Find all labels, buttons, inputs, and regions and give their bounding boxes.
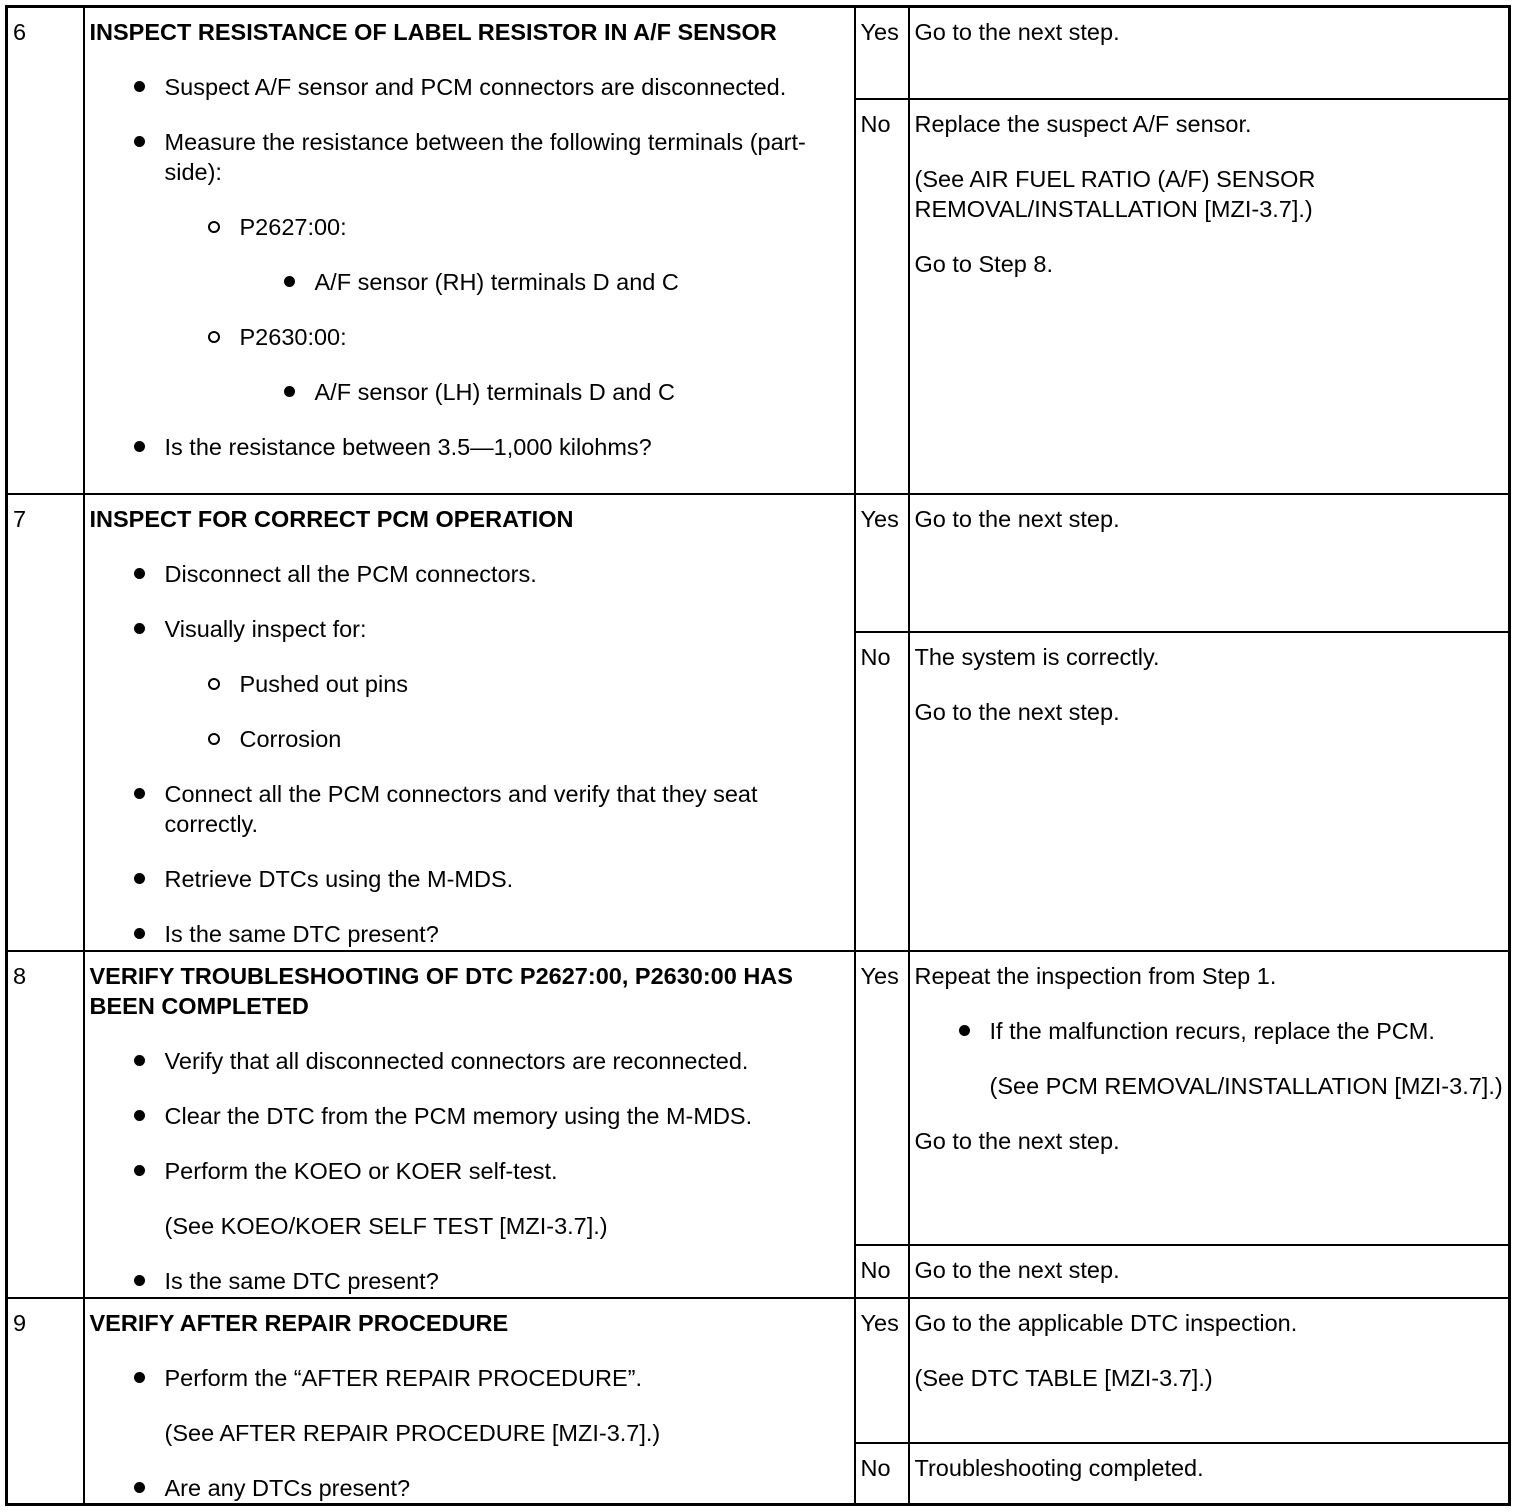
list-item: Clear the DTC from the PCM memory using the M-MDS. — [90, 1101, 849, 1131]
hollow-bullet-icon — [208, 733, 220, 745]
step-title: VERIFY TROUBLESHOOTING OF DTC P2627:00, P2630:00 HAS BEEN COMPLETED — [89, 962, 793, 1019]
no-result: Troubleshooting completed. — [909, 1443, 1510, 1505]
step-number: 6 — [7, 7, 84, 494]
bullet-icon — [134, 136, 145, 147]
bullet-icon — [134, 1372, 145, 1383]
list-item: A/F sensor (RH) terminals D and C — [90, 267, 849, 297]
bullet-icon — [134, 623, 145, 634]
list-item: Connect all the PCM connectors and verify that they seat correctly. — [90, 779, 849, 839]
yes-label: Yes — [855, 951, 909, 1245]
yes-result: Go to the next step. — [909, 7, 1510, 99]
bullet-icon — [134, 928, 145, 939]
no-label: No — [855, 99, 909, 494]
note: (See KOEO/KOER SELF TEST [MZI-3.7].) — [164, 1212, 608, 1239]
note: (See AFTER REPAIR PROCEDURE [MZI-3.7].) — [164, 1419, 661, 1446]
bullet-icon — [134, 81, 145, 92]
no-label: No — [855, 1443, 909, 1505]
step-action — [84, 7, 855, 494]
list-item: Retrieve DTCs using the M-MDS. — [90, 864, 849, 894]
bullet-icon — [134, 873, 145, 884]
bullet-icon — [134, 1110, 145, 1121]
list-item: Is the resistance between 3.5—1,000 kilohms? — [90, 432, 849, 462]
step-title: INSPECT RESISTANCE OF LABEL RESISTOR IN A/F SENSOR — [89, 19, 777, 45]
step-number: 8 — [7, 951, 84, 1298]
yes-label: Yes — [855, 7, 909, 99]
yes-result: Go to the applicable DTC inspection. (See DTC TABLE [MZI-3.7].) — [909, 1298, 1510, 1443]
step-action — [84, 1298, 855, 1505]
no-result: The system is correctly. Go to the next step. — [909, 632, 1510, 951]
list-item: Measure the resistance between the following terminals (part-side): — [90, 127, 849, 187]
list-item: Visually inspect for: — [90, 614, 849, 644]
bullet-icon — [134, 1482, 145, 1493]
step-row — [7, 7, 1510, 99]
troubleshooting-table — [5, 5, 1511, 1506]
no-label: No — [855, 1245, 909, 1298]
list-item: Disconnect all the PCM connectors. — [90, 559, 849, 589]
hollow-bullet-icon — [208, 678, 220, 690]
list-item: If the malfunction recurs, replace the PCM. — [915, 1016, 1504, 1046]
yes-label: Yes — [855, 1298, 909, 1443]
step-number: 7 — [7, 494, 84, 951]
list-item: Perform the KOEO or KOER self-test. — [90, 1156, 849, 1186]
bullet-icon — [134, 1165, 145, 1176]
step-title: VERIFY AFTER REPAIR PROCEDURE — [89, 1309, 509, 1336]
bullet-icon — [134, 441, 145, 452]
bullet-icon — [959, 1025, 970, 1036]
bullet-icon — [284, 386, 295, 397]
yes-label: Yes — [855, 494, 909, 632]
list-item: Pushed out pins — [90, 669, 849, 699]
step-title: INSPECT FOR CORRECT PCM OPERATION — [89, 505, 574, 532]
list-item: Are any DTCs present? — [90, 1473, 849, 1503]
no-label: No — [855, 632, 909, 951]
list-item: Verify that all disconnected connectors are reconnected. — [90, 1046, 849, 1076]
step-row — [7, 494, 1510, 632]
bullet-icon — [134, 788, 145, 799]
step-action — [84, 494, 855, 951]
list-item: P2627:00: — [90, 212, 849, 242]
step-row — [7, 951, 1510, 1245]
no-result: Replace the suspect A/F sensor. (See AIR FUEL RATIO (A/F) SENSOR REMOVAL/INSTALLATION [MZI-3.7].) Go to Step 8. — [909, 99, 1510, 494]
bullet-icon — [134, 1275, 145, 1286]
list-item: A/F sensor (LH) terminals D and C — [90, 377, 849, 407]
bullet-icon — [134, 1055, 145, 1066]
step-action — [84, 951, 855, 1298]
yes-result: Repeat the inspection from Step 1. If the malfunction recurs, replace the PCM. (See PCM REMOVAL/INSTALLATION [MZI-3.7].) Go to the next step. — [909, 951, 1510, 1245]
list-item: Suspect A/F sensor and PCM connectors are disconnected. — [90, 72, 849, 102]
list-item: Corrosion — [90, 724, 849, 754]
yes-result: Go to the next step. — [909, 494, 1510, 632]
no-result: Go to the next step. — [909, 1245, 1510, 1298]
bullet-icon — [134, 568, 145, 579]
note: (See PCM REMOVAL/INSTALLATION [MZI-3.7].) — [989, 1072, 1503, 1099]
list-item: P2630:00: — [90, 322, 849, 352]
bullet-icon — [284, 276, 295, 287]
list-item: Perform the “AFTER REPAIR PROCEDURE”. — [90, 1363, 849, 1393]
step-number: 9 — [7, 1298, 84, 1505]
step-row — [7, 1298, 1510, 1443]
hollow-bullet-icon — [208, 221, 220, 233]
hollow-bullet-icon — [208, 331, 220, 343]
list-item: Is the same DTC present? — [90, 1266, 849, 1296]
list-item: Is the same DTC present? — [90, 919, 849, 949]
